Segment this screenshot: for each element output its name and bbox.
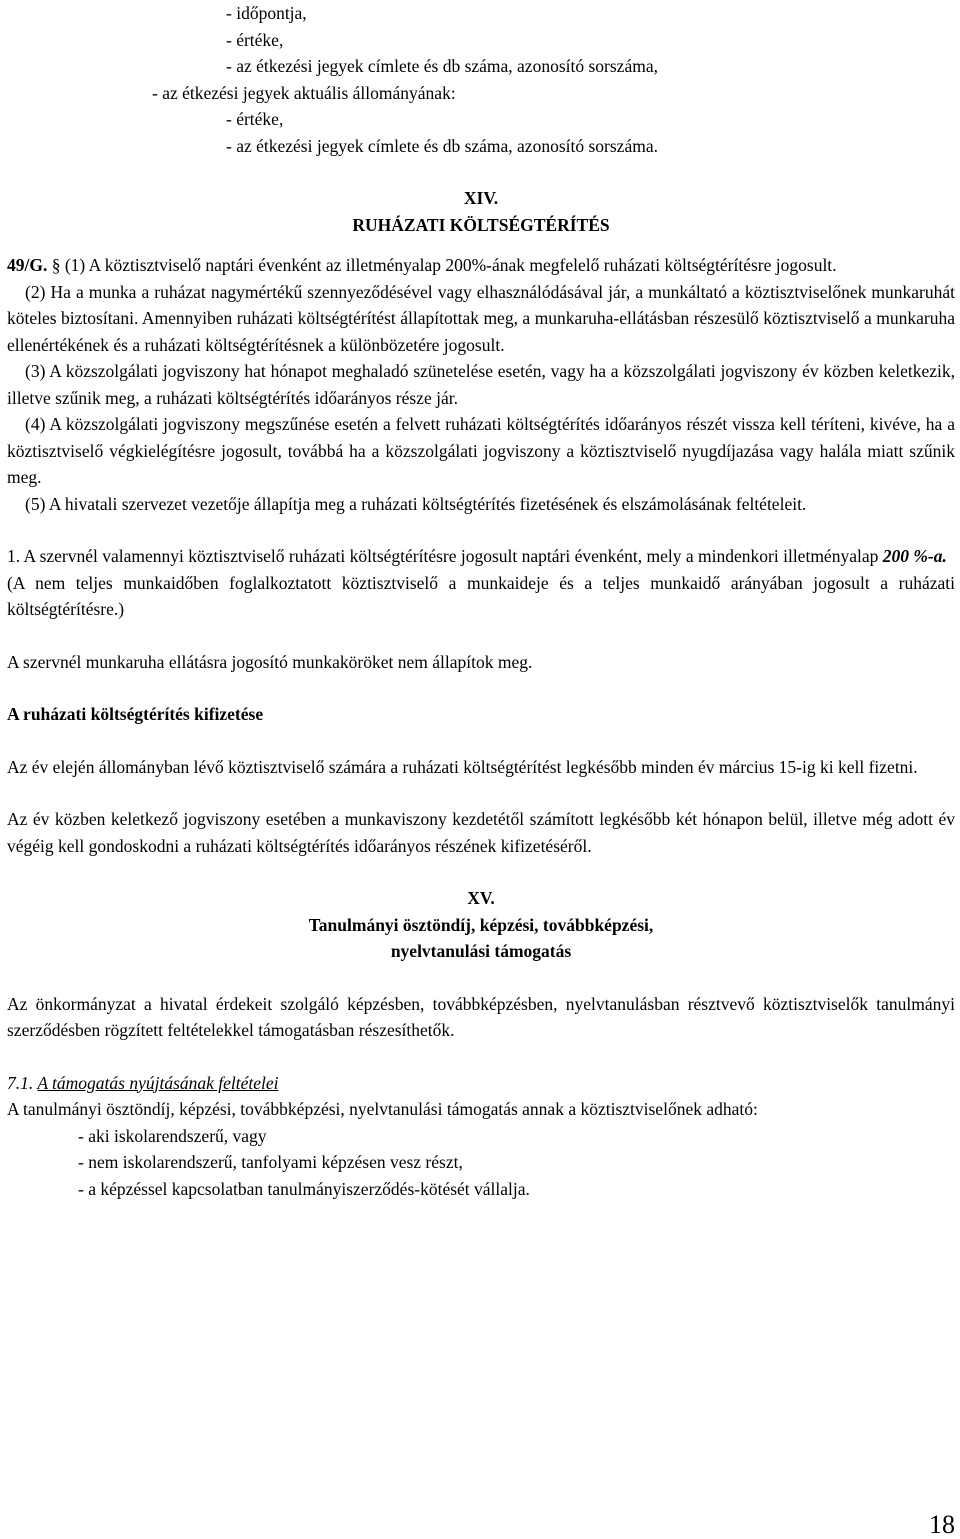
paragraph: (A nem teljes munkaidőben foglalkoztatott köztisztviselő a munkaideje és a teljes munkaidő arányában jogosult a ruházati költségtérítésre.) [7,572,955,619]
paragraph-text: (1) A köztisztviselő naptári évenként az illetményalap 200%-ának megfelelő ruházati költségtérítésre jogosult. [60,255,837,275]
subheading: A ruházati költségtérítés kifizetése [7,704,264,724]
top-list [7,0,955,159]
paragraph: Az év közben keletkező jogviszony esetében a munkaviszony kezdetétől számított legkésőbb két hónapon belül, illetve még adott év végéig kell gondoskodni a ruházati költségtérítés időarányos részének kifizetéséről. [7,809,955,856]
paragraph: (4) A közszolgálati jogviszony megszűnése esetén a felvett ruházati költségtérítés időarányos részét vissza kell téríteni, kivéve, ha a köztisztviselő végkielégítésre jogosult, továbbá ha a közszolgálati jogviszony a köztisztviselő nyugdíjazása vagy halála miatt szűnik meg. [7,414,955,487]
paragraph: (3) A közszolgálati jogviszony hat hónapot meghaladó szünetelése esetén, vagy ha a közszolgálati jogviszony év közben keletkezik, illetve szűnik meg, a ruházati költségtérítés időarányos része jár. [7,361,955,408]
paragraph: 1. A szervnél valamennyi köztisztviselő ruházati költségtérítésre jogosult naptári évenként, mely a mindenkori illetményalap 200 %-a. [7,546,947,566]
list-item: - az étkezési jegyek címlete és db száma, azonosító sorszáma. [226,135,658,156]
section-title: Tanulmányi ösztöndíj, képzési, továbbképzési, [308,914,654,935]
list-item: - értéke, [226,29,284,50]
paragraph-label: 49/G. [7,255,48,275]
paragraph: (5) A hivatali szervezet vezetője állapítja meg a ruházati költségtérítés fizetésének és elszámolásának feltételeit. [25,493,807,514]
section-title: RUHÁZATI KÖLTSÉGTÉRÍTÉS [352,214,610,235]
section-number: XIV. [463,188,499,208]
emphasis: 200 %-a. [882,546,947,566]
section-title: nyelvtanulási támogatás [390,941,572,961]
list-item: - az étkezési jegyek címlete és db száma, azonosító sorszáma, [226,56,658,76]
paragraph: Az év elején állományban lévő köztisztviselő számára a ruházati költségtérítést legkésőbb minden év március 15-ig ki kell fizetni. [7,756,918,777]
section-number: XV. [467,888,495,908]
subsection-heading [7,1070,955,1097]
paragraph [7,252,955,279]
section-sign: § [51,255,61,275]
page-number: 18 [929,1510,955,1539]
subsection-title: A támogatás nyújtásának feltételei [37,1072,279,1093]
subsection-number: 7.1. [7,1072,38,1093]
list-item: - aki iskolarendszerű, vagy [78,1125,267,1146]
list-item: - a képzéssel kapcsolatban tanulmányiszerződés-kötését vállalja. [78,1178,530,1199]
paragraph: A szervnél munkaruha ellátásra jogosító munkaköröket nem állapítok meg. [7,651,533,672]
list-item: - időpontja, [226,3,307,23]
paragraph: Az önkormányzat a hivatal érdekeit szolgáló képzésben, továbbképzésben, nyelvtanulásban résztvevő köztisztviselők tanulmányi szerződésben rögzített feltételekkel támogatásban részesíthetők. [7,993,955,1040]
list-item: - értéke, [226,109,284,129]
list-item: - az étkezési jegyek aktuális állományának: [152,82,456,103]
paragraph: A tanulmányi ösztöndíj, képzési, továbbképzési, nyelvtanulási támogatás annak a köztisztviselőnek adható: [7,1099,758,1119]
paragraph: (2) Ha a munka a ruházat nagymértékű szennyeződésével vagy elhasználódásával jár, a munkáltató a köztisztviselőnek munkaruhát köteles biztosítani. Amennyiben ruházati költségtérítést állapítottak meg, a munkaruha-ellátásban részesülő köztisztviselő a munkaruha ellenértékének és a ruházati költségtérítésnek a különbözetére jogosult. [7,281,955,355]
document-page [7,0,955,1202]
list-item: - nem iskolarendszerű, tanfolyami képzésen vesz részt, [78,1152,463,1172]
